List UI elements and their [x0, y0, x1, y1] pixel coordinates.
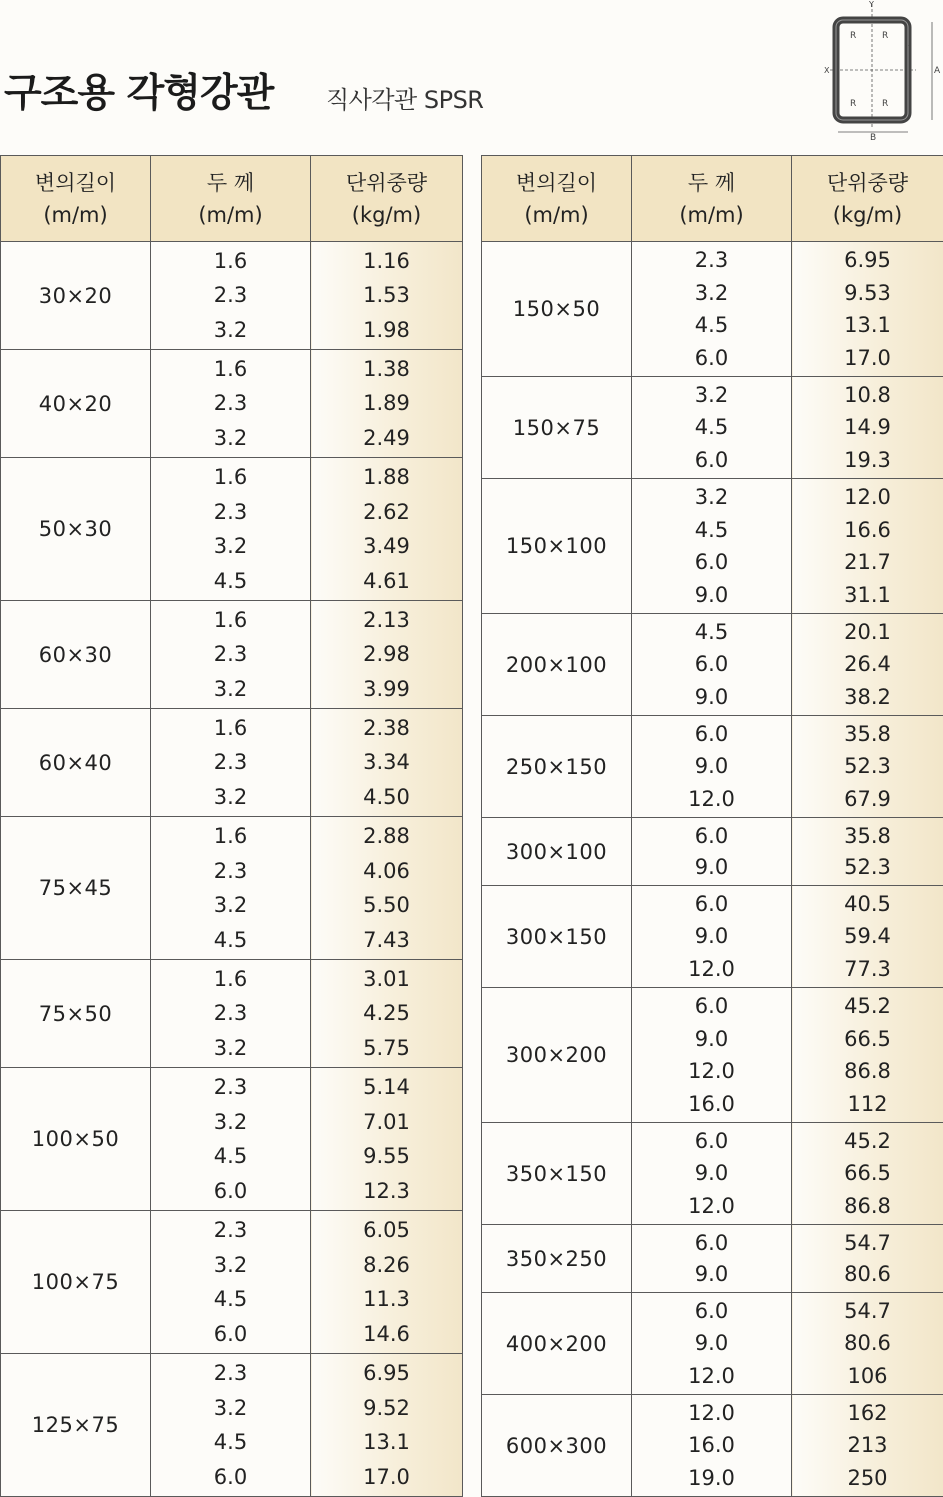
thickness-value: 4.5 — [632, 415, 791, 439]
weight-value: 162 — [792, 1401, 943, 1425]
dimension-a-label: A — [934, 66, 941, 76]
thickness-value: 4.5 — [151, 1287, 310, 1311]
thickness-value: 9.0 — [632, 685, 791, 709]
weight-value: 4.06 — [311, 859, 462, 883]
weight-cell — [311, 960, 463, 1068]
weight-value: 14.6 — [311, 1322, 462, 1346]
thickness-cell — [632, 242, 792, 377]
weight-value: 9.52 — [311, 1396, 462, 1420]
weight-value: 2.88 — [311, 824, 462, 848]
weight-value: 19.3 — [792, 448, 943, 472]
thickness-cell — [632, 1123, 792, 1225]
weight-value: 45.2 — [792, 994, 943, 1018]
weight-value: 1.88 — [311, 465, 462, 489]
weight-value: 3.01 — [311, 967, 462, 991]
radius-label: R — [882, 99, 888, 109]
weight-value: 5.14 — [311, 1075, 462, 1099]
right-spec-table — [481, 155, 943, 1497]
weight-value: 9.55 — [311, 1144, 462, 1168]
weight-value: 13.1 — [311, 1430, 462, 1454]
thickness-value: 12.0 — [632, 1194, 791, 1218]
thickness-cell — [151, 1068, 311, 1211]
size-cell: 100×75 — [1, 1211, 151, 1354]
weight-cell — [792, 1395, 943, 1497]
thickness-value: 3.2 — [151, 1110, 310, 1134]
thickness-value: 6.0 — [632, 448, 791, 472]
size-cell: 150×100 — [482, 479, 632, 614]
size-cell: 300×200 — [482, 988, 632, 1123]
weight-cell — [792, 1123, 943, 1225]
weight-value: 3.99 — [311, 677, 462, 701]
thickness-value: 3.2 — [151, 1253, 310, 1277]
weight-cell — [311, 242, 463, 350]
weight-value: 21.7 — [792, 550, 943, 574]
size-cell: 150×50 — [482, 242, 632, 377]
thickness-value: 6.0 — [632, 346, 791, 370]
thickness-cell — [632, 1395, 792, 1497]
table-row — [482, 242, 943, 377]
header-thickness: 두 께 (m/m) — [632, 156, 792, 242]
weight-value: 6.95 — [792, 248, 943, 272]
weight-value: 1.16 — [311, 249, 462, 273]
table-row — [1, 1068, 463, 1211]
table-row — [482, 1123, 943, 1225]
thickness-cell — [632, 479, 792, 614]
thickness-value: 9.0 — [632, 1027, 791, 1051]
table-row — [482, 886, 943, 988]
thickness-value: 1.6 — [151, 357, 310, 381]
table-row — [1, 709, 463, 817]
weight-value: 5.50 — [311, 893, 462, 917]
weight-value: 9.53 — [792, 281, 943, 305]
thickness-value: 2.3 — [151, 283, 310, 307]
table-row — [482, 479, 943, 614]
table-row — [1, 817, 463, 960]
table-row — [1, 960, 463, 1068]
weight-value: 67.9 — [792, 787, 943, 811]
thickness-value: 3.2 — [632, 485, 791, 509]
weight-value: 66.5 — [792, 1161, 943, 1185]
weight-cell — [311, 1211, 463, 1354]
table-row — [482, 614, 943, 716]
thickness-cell — [151, 242, 311, 350]
weight-value: 7.43 — [311, 928, 462, 952]
size-cell: 50×30 — [1, 458, 151, 601]
weight-value: 112 — [792, 1092, 943, 1116]
radius-label: R — [850, 99, 856, 109]
weight-value: 35.8 — [792, 824, 943, 848]
thickness-value: 2.3 — [151, 1218, 310, 1242]
weight-value: 45.2 — [792, 1129, 943, 1153]
weight-value: 12.0 — [792, 485, 943, 509]
size-cell: 100×50 — [1, 1068, 151, 1211]
thickness-cell — [632, 377, 792, 479]
section-diagram — [820, 0, 943, 142]
thickness-cell — [151, 458, 311, 601]
weight-value: 54.7 — [792, 1299, 943, 1323]
thickness-value: 4.5 — [632, 313, 791, 337]
thickness-cell — [632, 886, 792, 988]
weight-value: 13.1 — [792, 313, 943, 337]
weight-value: 14.9 — [792, 415, 943, 439]
thickness-value: 2.3 — [632, 248, 791, 272]
thickness-value: 16.0 — [632, 1433, 791, 1457]
weight-value: 10.8 — [792, 383, 943, 407]
thickness-value: 1.6 — [151, 465, 310, 489]
axis-x-label: X — [824, 66, 830, 75]
weight-value: 2.13 — [311, 608, 462, 632]
thickness-cell — [151, 1211, 311, 1354]
thickness-value: 2.3 — [151, 1361, 310, 1385]
weight-value: 59.4 — [792, 924, 943, 948]
weight-value: 6.05 — [311, 1218, 462, 1242]
thickness-value: 2.3 — [151, 500, 310, 524]
weight-value: 2.49 — [311, 426, 462, 450]
table-row — [1, 242, 463, 350]
thickness-value: 2.3 — [151, 1001, 310, 1025]
weight-value: 40.5 — [792, 892, 943, 916]
weight-value: 86.8 — [792, 1194, 943, 1218]
thickness-value: 1.6 — [151, 249, 310, 273]
weight-value: 12.3 — [311, 1179, 462, 1203]
thickness-value: 12.0 — [632, 1401, 791, 1425]
weight-value: 52.3 — [792, 855, 943, 879]
axis-y-label: Y — [868, 0, 874, 9]
table-row — [1, 601, 463, 709]
table-row — [482, 716, 943, 818]
thickness-value: 3.2 — [151, 426, 310, 450]
weight-cell — [311, 458, 463, 601]
table-row — [1, 1354, 463, 1497]
size-cell: 75×50 — [1, 960, 151, 1068]
weight-value: 66.5 — [792, 1027, 943, 1051]
size-cell: 250×150 — [482, 716, 632, 818]
weight-cell — [311, 1068, 463, 1211]
size-cell: 400×200 — [482, 1293, 632, 1395]
thickness-value: 9.0 — [632, 855, 791, 879]
weight-cell — [792, 886, 943, 988]
size-cell: 300×150 — [482, 886, 632, 988]
weight-value: 17.0 — [311, 1465, 462, 1489]
weight-value: 17.0 — [792, 346, 943, 370]
header-side-length: 변의길이 (m/m) — [482, 156, 632, 242]
size-cell: 200×100 — [482, 614, 632, 716]
table-row — [482, 1293, 943, 1395]
thickness-value: 12.0 — [632, 1059, 791, 1083]
table-row — [482, 988, 943, 1123]
thickness-value: 9.0 — [632, 924, 791, 948]
weight-value: 4.25 — [311, 1001, 462, 1025]
table-row — [1, 1211, 463, 1354]
size-cell: 30×20 — [1, 242, 151, 350]
weight-value: 3.34 — [311, 750, 462, 774]
size-cell: 40×20 — [1, 350, 151, 458]
thickness-cell — [151, 817, 311, 960]
thickness-value: 3.2 — [632, 281, 791, 305]
size-cell: 125×75 — [1, 1354, 151, 1497]
weight-value: 1.38 — [311, 357, 462, 381]
thickness-value: 6.0 — [632, 1129, 791, 1153]
thickness-value: 3.2 — [632, 383, 791, 407]
thickness-value: 4.5 — [151, 1430, 310, 1454]
weight-value: 31.1 — [792, 583, 943, 607]
thickness-cell — [151, 350, 311, 458]
thickness-cell — [632, 716, 792, 818]
thickness-label: t — [908, 43, 912, 53]
weight-value: 106 — [792, 1364, 943, 1388]
weight-value: 52.3 — [792, 754, 943, 778]
weight-value: 80.6 — [792, 1262, 943, 1286]
thickness-value: 9.0 — [632, 583, 791, 607]
thickness-value: 6.0 — [632, 824, 791, 848]
thickness-value: 12.0 — [632, 787, 791, 811]
weight-value: 5.75 — [311, 1036, 462, 1060]
weight-value: 1.89 — [311, 391, 462, 415]
page-title: 구조용 각형강관 — [4, 62, 273, 118]
weight-value: 2.98 — [311, 642, 462, 666]
thickness-cell — [632, 614, 792, 716]
size-cell: 300×100 — [482, 818, 632, 886]
size-cell: 600×300 — [482, 1395, 632, 1497]
weight-cell — [792, 716, 943, 818]
weight-cell — [792, 377, 943, 479]
size-cell: 60×30 — [1, 601, 151, 709]
thickness-value: 9.0 — [632, 1262, 791, 1286]
weight-value: 4.50 — [311, 785, 462, 809]
weight-cell — [311, 1354, 463, 1497]
thickness-value: 4.5 — [151, 928, 310, 952]
thickness-value: 12.0 — [632, 1364, 791, 1388]
thickness-value: 6.0 — [632, 892, 791, 916]
thickness-value: 1.6 — [151, 608, 310, 632]
weight-value: 54.7 — [792, 1231, 943, 1255]
thickness-value: 3.2 — [151, 534, 310, 558]
size-cell: 75×45 — [1, 817, 151, 960]
weight-value: 35.8 — [792, 722, 943, 746]
table-row — [482, 1395, 943, 1497]
thickness-cell — [151, 709, 311, 817]
weight-value: 1.98 — [311, 318, 462, 342]
table-row — [482, 377, 943, 479]
thickness-value: 4.5 — [632, 620, 791, 644]
thickness-value: 19.0 — [632, 1466, 791, 1490]
thickness-value: 9.0 — [632, 1161, 791, 1185]
thickness-value: 3.2 — [151, 893, 310, 917]
size-cell: 60×40 — [1, 709, 151, 817]
weight-cell — [792, 614, 943, 716]
table-row — [482, 818, 943, 886]
thickness-cell — [632, 1225, 792, 1293]
table-row — [1, 350, 463, 458]
thickness-value: 4.5 — [151, 569, 310, 593]
thickness-value: 9.0 — [632, 1331, 791, 1355]
thickness-value: 3.2 — [151, 1036, 310, 1060]
thickness-value: 3.2 — [151, 677, 310, 701]
thickness-value: 12.0 — [632, 957, 791, 981]
thickness-cell — [632, 988, 792, 1123]
thickness-cell — [632, 818, 792, 886]
header-unit-weight: 단위중량 (kg/m) — [792, 156, 943, 242]
thickness-value: 16.0 — [632, 1092, 791, 1116]
weight-cell — [792, 479, 943, 614]
thickness-cell — [632, 1293, 792, 1395]
thickness-value: 3.2 — [151, 318, 310, 342]
thickness-value: 6.0 — [151, 1179, 310, 1203]
header-unit-weight: 단위중량 (kg/m) — [311, 156, 463, 242]
weight-value: 3.49 — [311, 534, 462, 558]
weight-value: 1.53 — [311, 283, 462, 307]
weight-value: 213 — [792, 1433, 943, 1457]
weight-cell — [792, 988, 943, 1123]
weight-cell — [311, 601, 463, 709]
radius-label: R — [850, 31, 856, 41]
thickness-value: 9.0 — [632, 754, 791, 778]
weight-cell — [792, 1225, 943, 1293]
weight-value: 11.3 — [311, 1287, 462, 1311]
header-side-length: 변의길이 (m/m) — [1, 156, 151, 242]
thickness-value: 6.0 — [151, 1465, 310, 1489]
thickness-value: 2.3 — [151, 391, 310, 415]
table-row — [482, 1225, 943, 1293]
weight-value: 16.6 — [792, 518, 943, 542]
weight-cell — [792, 242, 943, 377]
weight-value: 2.38 — [311, 716, 462, 740]
weight-cell — [311, 709, 463, 817]
thickness-value: 2.3 — [151, 642, 310, 666]
thickness-value: 6.0 — [632, 652, 791, 676]
weight-cell — [311, 350, 463, 458]
weight-cell — [792, 818, 943, 886]
thickness-value: 4.5 — [151, 1144, 310, 1168]
thickness-cell — [151, 601, 311, 709]
weight-value: 6.95 — [311, 1361, 462, 1385]
thickness-value: 2.3 — [151, 1075, 310, 1099]
thickness-value: 3.2 — [151, 1396, 310, 1420]
weight-cell — [311, 817, 463, 960]
thickness-value: 6.0 — [151, 1322, 310, 1346]
weight-value: 38.2 — [792, 685, 943, 709]
thickness-value: 2.3 — [151, 859, 310, 883]
weight-value: 2.62 — [311, 500, 462, 524]
thickness-cell — [151, 960, 311, 1068]
weight-value: 8.26 — [311, 1253, 462, 1277]
thickness-value: 1.6 — [151, 716, 310, 740]
thickness-value: 4.5 — [632, 518, 791, 542]
weight-value: 86.8 — [792, 1059, 943, 1083]
thickness-value: 6.0 — [632, 994, 791, 1018]
thickness-value: 6.0 — [632, 1299, 791, 1323]
dimension-b-label: B — [870, 133, 876, 142]
weight-value: 26.4 — [792, 652, 943, 676]
thickness-value: 6.0 — [632, 722, 791, 746]
weight-cell — [792, 1293, 943, 1395]
page-subtitle: 직사각관 SPSR — [326, 80, 483, 115]
weight-value: 80.6 — [792, 1331, 943, 1355]
size-cell: 150×75 — [482, 377, 632, 479]
table-row — [1, 458, 463, 601]
thickness-value: 3.2 — [151, 785, 310, 809]
size-cell: 350×250 — [482, 1225, 632, 1293]
left-spec-table — [0, 155, 463, 1497]
thickness-value: 1.6 — [151, 967, 310, 991]
weight-value: 7.01 — [311, 1110, 462, 1134]
header-thickness: 두 께 (m/m) — [151, 156, 311, 242]
weight-value: 77.3 — [792, 957, 943, 981]
weight-value: 4.61 — [311, 569, 462, 593]
weight-value: 20.1 — [792, 620, 943, 644]
thickness-value: 2.3 — [151, 750, 310, 774]
thickness-value: 6.0 — [632, 1231, 791, 1255]
thickness-value: 6.0 — [632, 550, 791, 574]
weight-value: 250 — [792, 1466, 943, 1490]
size-cell: 350×150 — [482, 1123, 632, 1225]
thickness-value: 1.6 — [151, 824, 310, 848]
radius-label: R — [882, 31, 888, 41]
thickness-cell — [151, 1354, 311, 1497]
